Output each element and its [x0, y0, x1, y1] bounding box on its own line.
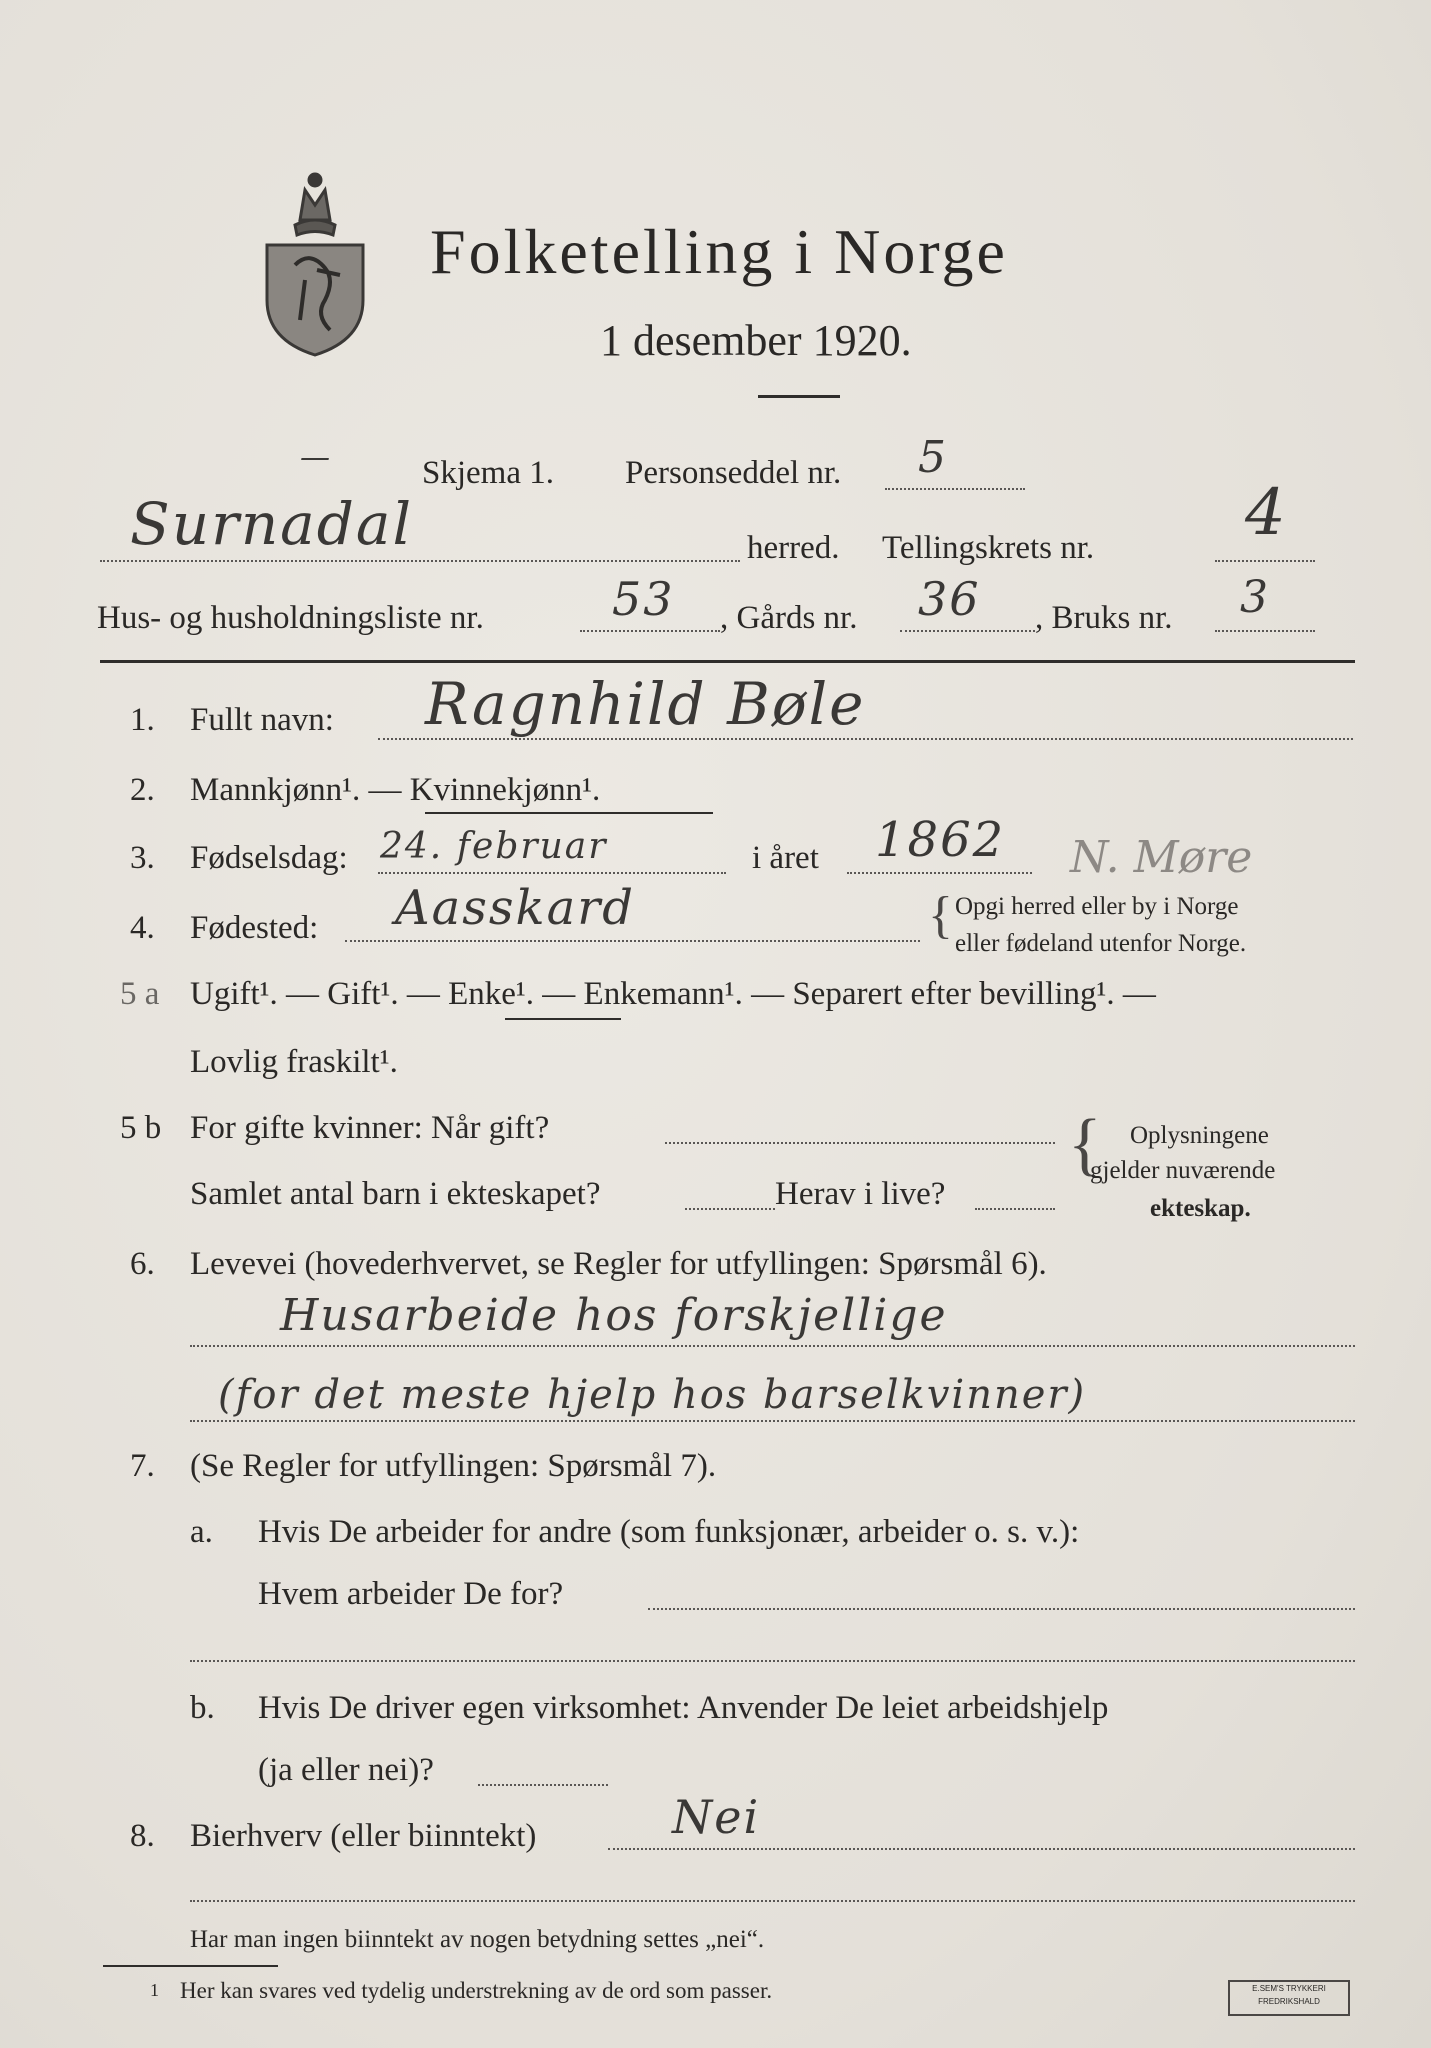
- children-dotted-line: [685, 1208, 775, 1210]
- q7b-label-line2: (ja eller nei)?: [258, 1752, 434, 1788]
- birthplace-value[interactable]: Aasskard: [395, 880, 635, 936]
- occupation-value-line1[interactable]: Husarbeide hos forskjellige: [280, 1290, 948, 1341]
- sex-options: Mannkjønn¹. — Kvinnekjønn¹.: [190, 772, 601, 808]
- birthplace-dotted-line: [345, 940, 920, 942]
- q1-label: Fullt navn:: [190, 702, 334, 738]
- q1-number: 1.: [130, 702, 155, 738]
- enke-underline: [505, 1018, 621, 1020]
- tellingskrets-dotted-line: [1215, 560, 1315, 562]
- page-title: Folketelling i Norge: [430, 216, 1008, 287]
- q5b-note-line2: gjelder nuværende: [1090, 1157, 1276, 1184]
- footnote-separator: [103, 1965, 278, 1967]
- bruks-dotted-line: [1215, 630, 1315, 632]
- birth-year-dotted-line: [847, 872, 1032, 874]
- q5a-number: 5 a: [120, 976, 160, 1012]
- personseddel-label: Personseddel nr.: [625, 455, 842, 491]
- q7b-letter: b.: [190, 1690, 215, 1726]
- side-income-dotted-line: [608, 1848, 1355, 1850]
- q5b-note-line3: ekteskap.: [1150, 1195, 1251, 1222]
- q7a-label-line1: Hvis De arbeider for andre (som funksjonær, arbeider o. s. v.):: [258, 1514, 1080, 1550]
- footnote-mark: 1: [150, 1980, 159, 2000]
- hus-value[interactable]: 53: [612, 572, 675, 626]
- tellingskrets-label: Tellingskrets nr.: [882, 530, 1095, 566]
- q2-number: 2.: [130, 772, 155, 808]
- printer-stamp: [1228, 1980, 1350, 2016]
- full-name-value[interactable]: Ragnhild Bøle: [425, 670, 866, 738]
- q5b-number: 5 b: [120, 1110, 162, 1146]
- bruks-label: , Bruks nr.: [1035, 600, 1173, 636]
- employer-dotted-line: [648, 1608, 1355, 1610]
- side-income-value[interactable]: Nei: [672, 1790, 761, 1844]
- title-divider: [758, 395, 840, 398]
- pencil-annotation: N. Møre: [1070, 832, 1253, 883]
- birthday-value[interactable]: 24. februar: [380, 826, 608, 867]
- marital-status-options: Ugift¹. — Gift¹. — Enke¹. — Enkemann¹. — Separert efter bevilling¹. —: [190, 976, 1156, 1012]
- q4-note-line1: Opgi herred eller by i Norge: [955, 893, 1239, 920]
- bruks-value[interactable]: 3: [1240, 572, 1270, 623]
- kvinnekjonn-underline: [425, 812, 713, 814]
- lovlig-fraskilt-option: Lovlig fraskilt¹.: [190, 1044, 398, 1080]
- footnote-text: Her kan svares ved tydelig understrekning av de ord som passer.: [180, 1978, 773, 2003]
- hus-label: Hus- og husholdningsliste nr.: [97, 600, 484, 636]
- alive-dotted-line: [975, 1208, 1055, 1210]
- occupation-dotted-line2: [190, 1420, 1355, 1422]
- q7-label: (Se Regler for utfyllingen: Spørsmål 7).: [190, 1448, 717, 1484]
- hired-help-dotted-line: [478, 1784, 608, 1786]
- q8-label: Bierhverv (eller biinntekt): [190, 1818, 537, 1854]
- brace-q4: {: [928, 887, 953, 944]
- gards-value[interactable]: 36: [918, 572, 981, 626]
- q5b-note-line1: Oplysningene: [1130, 1122, 1269, 1149]
- personseddel-value[interactable]: 5: [918, 432, 948, 483]
- birthday-dotted-line: [378, 872, 726, 874]
- norwegian-coat-of-arms-icon: [255, 150, 375, 360]
- tellingskrets-value[interactable]: 4: [1245, 476, 1288, 550]
- census-date: 1 desember 1920.: [600, 316, 912, 365]
- personseddel-dotted-line: [885, 488, 1025, 490]
- side-income-dotted-line2: [190, 1900, 1355, 1902]
- q6-number: 6.: [130, 1246, 155, 1282]
- header-separator: [100, 660, 1355, 663]
- q3-number: 3.: [130, 840, 155, 876]
- q4-label: Fødested:: [190, 910, 319, 946]
- skjema-label: Skjema 1.: [422, 455, 554, 491]
- q7b-label-line1: Hvis De driver egen virksomhet: Anvender De leiet arbeidshjelp: [258, 1690, 1109, 1726]
- hus-dotted-line: [580, 630, 720, 632]
- q7-number: 7.: [130, 1448, 155, 1484]
- brace-q5b: {: [1068, 1106, 1102, 1183]
- q7a-label-line2: Hvem arbeider De for?: [258, 1576, 564, 1612]
- gards-dotted-line: [900, 630, 1035, 632]
- married-when-dotted-line: [665, 1142, 1055, 1144]
- printer-stamp-line1: E.SEM'S TRYKKERI: [1252, 1984, 1326, 1993]
- employer-dotted-line2: [190, 1660, 1355, 1662]
- q5b-children-label: Samlet antal barn i ekteskapet?: [190, 1176, 601, 1212]
- q4-note-line2: eller fødeland utenfor Norge.: [955, 930, 1247, 957]
- herred-label: herred.: [747, 530, 840, 566]
- gards-label: , Gårds nr.: [720, 600, 858, 636]
- printer-stamp-line2: FREDRIKSHALD: [1258, 1997, 1320, 2006]
- q5b-married-when-label: For gifte kvinner: Når gift?: [190, 1110, 550, 1146]
- birth-year-value[interactable]: 1862: [875, 812, 1006, 868]
- q8-note: Har man ingen biinntekt av nogen betydning settes „nei“.: [190, 1926, 765, 1953]
- q6-label: Levevei (hovederhvervet, se Regler for utfyllingen: Spørsmål 6).: [190, 1246, 1047, 1282]
- full-name-dotted-line: [378, 738, 1353, 740]
- q5b-alive-label: Herav i live?: [775, 1176, 946, 1212]
- dash-mark: —: [300, 440, 332, 475]
- q3-year-label: i året: [752, 840, 819, 876]
- occupation-value-line2[interactable]: (for det meste hjelp hos barselkvinner): [218, 1372, 1087, 1418]
- q8-number: 8.: [130, 1818, 155, 1854]
- q4-number: 4.: [130, 910, 155, 946]
- herred-dotted-line: [100, 560, 740, 562]
- q7a-letter: a.: [190, 1514, 213, 1550]
- q3-label: Fødselsdag:: [190, 840, 348, 876]
- herred-value[interactable]: Surnadal: [130, 490, 414, 558]
- occupation-dotted-line1: [190, 1345, 1355, 1347]
